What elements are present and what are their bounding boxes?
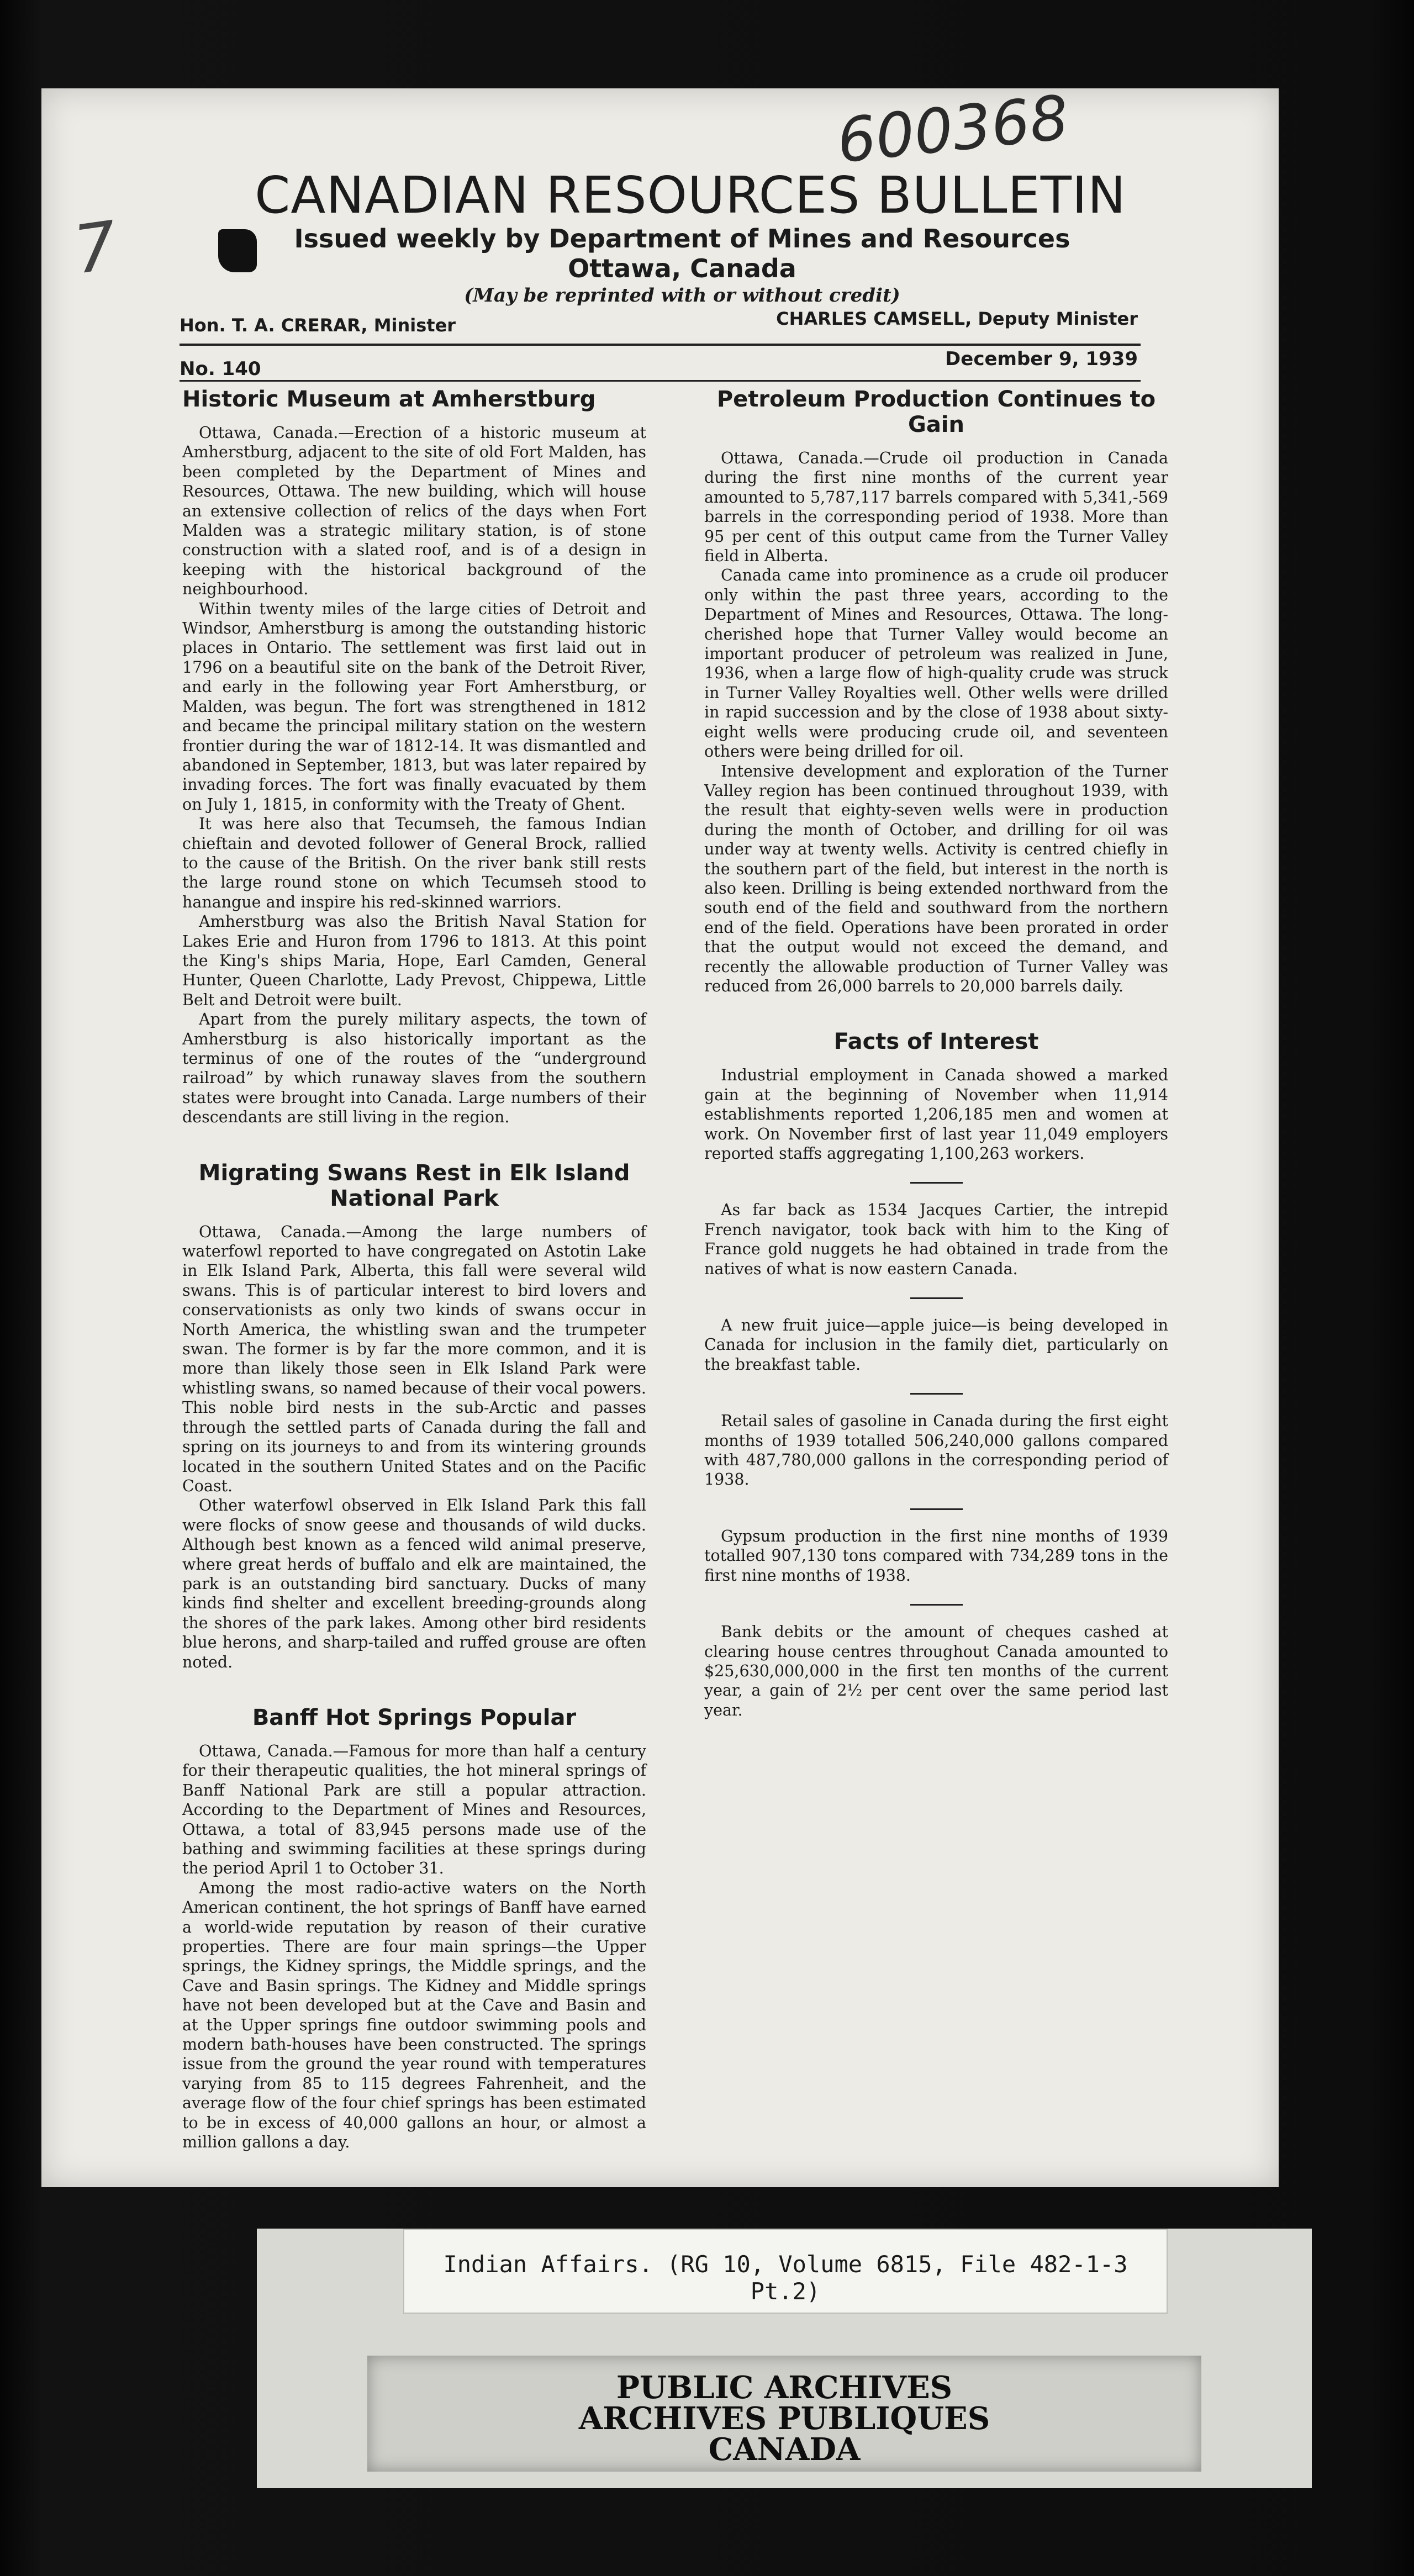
minister-name: Hon. T. A. CRERAR, Minister	[180, 315, 456, 336]
fact-item: Industrial employment in Canada showed a marked gain at the beginning of November when 11,914 establishments reported 1,206,185 men and women at work. On November first of last year 11,049 employers reported staffs aggregating 1,100,263 workers.	[704, 1066, 1168, 1163]
archive-label-strip	[257, 2229, 1312, 2488]
handwritten-number: 600368	[833, 82, 1072, 177]
fact-item: Retail sales of gasoline in Canada during the first eight months of 1939 totalled 506,240,000 gallons compared with 487,780,000 gallons in the corresponding period of 1938.	[704, 1412, 1168, 1489]
reprint-notice: (May be reprinted with or without credit)	[464, 284, 900, 307]
fact-divider	[910, 1182, 963, 1184]
bulletin-page	[41, 82, 1279, 2187]
archive-stamp-line: ARCHIVES PUBLIQUES	[578, 2400, 990, 2437]
fact-divider	[910, 1508, 963, 1510]
article-paragraph: Ottawa, Canada.—Crude oil production in Canada during the first nine months of the current year amounted to 5,787,117 barrels compared with 5,341,-569 barrels in the corresponding period of 1938. More than 95 per cent of this output came from the Turner Valley field in Alberta.	[704, 449, 1168, 566]
article-paragraph: It was here also that Tecumseh, the famous Indian chieftain and devoted follower of General Brock, rallied to the cause of the British. On the river bank still rests the large round stone on which Tecumseh stood to hanangue and inspire his red-skinned warriors.	[182, 815, 646, 911]
deputy-minister-name: CHARLES CAMSELL, Deputy Minister	[776, 308, 1138, 329]
article-paragraph: Amherstburg was also the British Naval Station for Lakes Erie and Huron from 1796 to 1813. At this point the King's ships Maria, Hope, Earl Camden, General Hunter, Queen Charlotte, Lady Prevost, Chippewa, Little Belt and Detroit were built.	[182, 912, 646, 1009]
archive-reference-card	[403, 2229, 1168, 2314]
fact-item: As far back as 1534 Jacques Cartier, the intrepid French navigator, took back with him to the King of France gold nuggets he had obtained in trade from the natives of what is now eastern Canada.	[704, 1201, 1168, 1278]
article-paragraph: Intensive development and exploration of the Turner Valley region has been continued throughout 1939, with the result that eighty-seven wells were in production during the month of October, and drilling for oil was under way at twenty wells. Activity is centred chiefly in the southern part of the field, but interest in the north is also keen. Drilling is being extended northward from the south end of the field and southward from the northern end of the field. Operations have been prorated in order that the output would not exceed the demand, and recently the allowable production of Turner Valley was reduced from 26,000 barrels to 20,000 barrels daily.	[704, 762, 1168, 995]
fact-item: Bank debits or the amount of cheques cashed at clearing house centres throughout Canada amounted to $25,630,000,000 in the first ten months of the current year, a gain of 2½ per cent over the same period last year.	[704, 1623, 1168, 1719]
article-paragraph: Canada came into prominence as a crude oil producer only within the past three years, according to the Department of Mines and Resources, Ottawa. The long-cherished hope that Turner Valley would become an important producer of petroleum was realized in June, 1936, when a large flow of high-quality crude was struck in Turner Valley Royalties well. Other wells were drilled in rapid succession and by the close of 1938 about sixty-eight wells were producing crude oil, and seventeen others were being drilled for oil.	[704, 566, 1168, 761]
article-title-museum: Historic Museum at Amherstburg	[182, 387, 596, 412]
article-title-facts: Facts of Interest	[833, 1029, 1039, 1055]
article-paragraph: Ottawa, Canada.—Among the large numbers of waterfowl reported to have congregated on Astotin Lake in Elk Island Park, Alberta, this fall were several wild swans. This is of particular interest to bird lovers and conservationists as only two kinds of swans occur in North America, the whistling swan and the trumpeter swan. The former is by far the more common, and it is more than likely those seen in Elk Island Park were whistling swans, so named because of their vocal powers. This noble bird nests in the sub-Arctic and passes through the settled parts of Canada during the fall and spring on its journeys to and from its wintering grounds located in the southern United States and on the Pacific Coast.	[182, 1222, 646, 1495]
fact-divider	[910, 1297, 963, 1299]
masthead-rule-top	[180, 344, 1141, 346]
ink-blot-icon	[218, 229, 257, 272]
archive-stamp-line: CANADA	[708, 2431, 861, 2468]
archive-stamp-line: PUBLIC ARCHIVES	[616, 2369, 953, 2406]
masthead-title: CANADIAN RESOURCES BULLETIN	[255, 166, 1126, 225]
left-column	[182, 387, 646, 2152]
article-title-swans: Migrating Swans Rest in Elk Island National Park	[198, 1160, 630, 1211]
article-paragraph: Other waterfowl observed in Elk Island Park this fall were flocks of snow geese and thousands of wild ducks. Although best known as a fenced wild animal preserve, where great herds of buffalo and elk are maintained, the park is an outstanding bird sanctuary. Ducks of many kinds find shelter and excellent breeding-grounds along the shores of the park lakes. Among other bird residents blue herons, and sharp-tailed and ruffed grouse are often noted.	[182, 1496, 646, 1671]
article-paragraph: Ottawa, Canada.—Erection of a historic museum at Amherstburg, adjacent to the site of old Fort Malden, has been completed by the Department of Mines and Resources, Ottawa. The new building, which will house an extensive collection of relics of the days when Fort Malden was a strategic military station, is of stone construction with a slated roof, and is of a design in keeping with the historical background of the neighbourhood.	[182, 424, 646, 599]
article-title-banff: Banff Hot Springs Popular	[252, 1704, 577, 1730]
fact-item: A new fruit juice—apple juice—is being developed in Canada for inclusion in the family diet, particularly on the breakfast table.	[704, 1316, 1168, 1374]
archive-stamp	[367, 2369, 1201, 2468]
article-paragraph: Apart from the purely military aspects, the town of Amherstburg is also historically important as the terminus of one of the routes of the “underground railroad” by which runaway slaves from the southern states were brought into Canada. Large numbers of their descendants are still living in the region.	[182, 1010, 646, 1127]
article-paragraph: Ottawa, Canada.—Famous for more than half a century for their therapeutic qualities, the hot mineral springs of Banff National Park are still a popular attraction. According to the Department of Mines and Resources, Ottawa, a total of 83,945 persons made use of the bathing and swimming facilities at these springs during the period April 1 to October 31.	[182, 1741, 646, 1878]
masthead-rule-bottom	[180, 380, 1141, 382]
article-paragraph: Among the most radio-active waters on the North American continent, the hot springs of Banff have earned a world-wide reputation by reason of their curative properties. There are four main springs—the Upper springs, the Kidney springs, the Middle springs, and the Cave and Basin springs. The Kidney and Middle springs have not been developed but at the Cave and Basin and at the Upper springs fine outdoor swimming pools and modern bath-houses have been constructed. The springs issue from the ground the year round with temperatures varying from 85 to 115 degrees Fahrenheit, and the average flow of the four chief springs has been estimated to be in excess of 40,000 gallons an hour, or almost a million gallons a day.	[182, 1878, 646, 2152]
masthead-issued-line: Issued weekly by Department of Mines and Resources	[294, 224, 1070, 254]
handwritten-mark: 7	[69, 207, 122, 289]
article-paragraph: Within twenty miles of the large cities of Detroit and Windsor, Amherstburg is among the outstanding historic places in Ontario. The settlement was first laid out in 1796 on a beautiful site on the bank of the Detroit River, and early in the following year Fort Amherstburg, or Malden, was begun. The fort was strengthened in 1812 and became the principal military station on the western frontier during the war of 1812-14. It was dismantled and abandoned in September, 1813, but was later repaired by invading forces. The fort was finally evacuated by them on July 1, 1815, in conformity with the Treaty of Ghent.	[182, 599, 646, 814]
fact-item: Gypsum production in the first nine months of 1939 totalled 907,130 tons compared with 734,289 tons in the first nine months of 1938.	[704, 1527, 1168, 1585]
fact-divider	[910, 1393, 963, 1395]
issue-number: No. 140	[180, 358, 261, 380]
issue-date: December 9, 1939	[945, 348, 1138, 370]
masthead-location-line: Ottawa, Canada	[568, 254, 796, 283]
masthead-subtitle	[262, 224, 1102, 283]
fact-divider	[910, 1604, 963, 1606]
archive-reference: Indian Affairs. (RG 10, Volume 6815, File 482-1-3 Pt.2)	[443, 2251, 1128, 2305]
right-column	[704, 387, 1168, 1720]
article-title-petroleum: Petroleum Production Continues to Gain	[716, 387, 1156, 437]
